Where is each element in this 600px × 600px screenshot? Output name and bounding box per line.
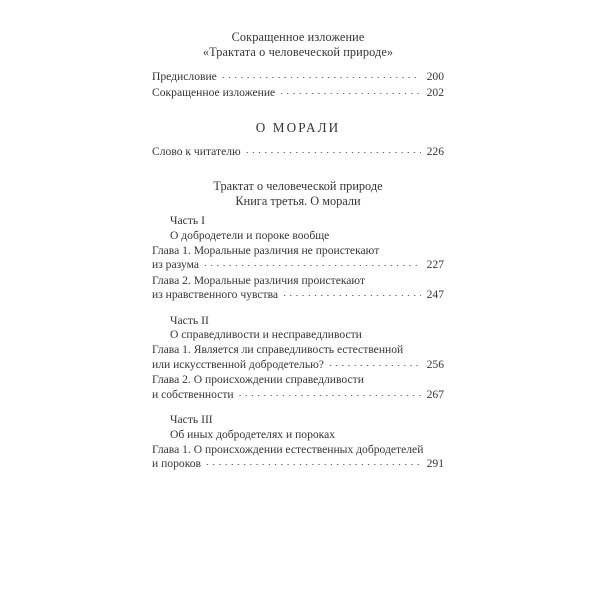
dot-leader [283, 295, 421, 296]
part-group [152, 214, 444, 302]
part-heading [152, 413, 444, 442]
dot-leader [246, 152, 421, 153]
toc-entry-label: Глава 1. О происхождении естественных добродетелей [152, 442, 424, 456]
toc-entry-page: 291 [426, 457, 444, 471]
abstract-title-line-2: «Трактата о человеческой природе» [202, 45, 394, 59]
work-title-line-1: Трактат о человеческой природе [213, 179, 383, 194]
toc-entry-label: Глава 1. Моральные различия не проистекают [152, 244, 380, 258]
part-group [152, 413, 444, 472]
work-title [152, 179, 444, 208]
dot-leader [222, 77, 421, 78]
work-title-line-2: Книга третья. О морали [235, 193, 361, 208]
dot-leader [206, 464, 421, 465]
toc-entry[interactable] [152, 70, 444, 84]
toc-entry-label: Глава 2. О происхождении справедливости [152, 373, 364, 387]
toc-entry-label-cont: и собственности [152, 387, 234, 401]
section-heading-morality: О МОРАЛИ [255, 119, 341, 135]
part-name: О справедливости и несправедливости [170, 328, 362, 342]
table-of-contents [152, 30, 444, 472]
part-name: Об иных добродетелях и пороках [170, 427, 336, 441]
part-number: Часть I [170, 214, 205, 228]
toc-entry-label-cont: из разума [152, 258, 200, 272]
dot-leader [280, 93, 421, 94]
part-heading [152, 314, 444, 343]
abstract-entry-list [152, 70, 444, 101]
toc-entry-page: 267 [426, 387, 444, 401]
toc-entry-page: 200 [426, 70, 444, 83]
toc-entry[interactable] [152, 373, 444, 402]
dot-leader [204, 265, 421, 266]
toc-entry-label: Слово к читателю [152, 144, 241, 158]
part-number: Часть II [170, 313, 209, 327]
toc-entry-label-cont: или искусственной добродетелью? [152, 357, 324, 371]
part-heading [152, 214, 444, 243]
abstract-title-line-1: Сокращенное изложение [231, 30, 365, 44]
toc-entry[interactable] [152, 343, 444, 372]
toc-entry-page: 202 [426, 86, 444, 100]
toc-entry-page: 227 [426, 258, 444, 272]
toc-entry[interactable] [152, 86, 444, 100]
toc-entry-label: Глава 2. Моральные различия проистекают [152, 273, 366, 287]
part-name: О добродетели и пороке вообще [170, 228, 330, 242]
dot-leader [329, 365, 421, 366]
toc-entry-label: Сокращенное изложение [152, 86, 276, 100]
toc-entry-page: 247 [426, 288, 444, 302]
toc-entry-label-cont: из нравственного чувства [152, 288, 279, 302]
toc-entry-page: 256 [426, 357, 444, 371]
toc-entry-label: Глава 1. Является ли справедливость естественной [152, 343, 404, 357]
morality-entry-list [152, 145, 444, 159]
toc-entry[interactable] [152, 244, 444, 273]
toc-entry-page: 226 [426, 144, 444, 158]
toc-entry[interactable] [152, 145, 444, 159]
abstract-section-title [152, 30, 444, 60]
part-group [152, 314, 444, 402]
toc-entry[interactable] [152, 443, 444, 472]
toc-entry-label: Предисловие [152, 70, 217, 83]
part-number: Часть III [170, 413, 213, 427]
toc-entry-label-cont: и пороков [152, 457, 202, 471]
dot-leader [239, 395, 421, 396]
toc-entry[interactable] [152, 274, 444, 303]
